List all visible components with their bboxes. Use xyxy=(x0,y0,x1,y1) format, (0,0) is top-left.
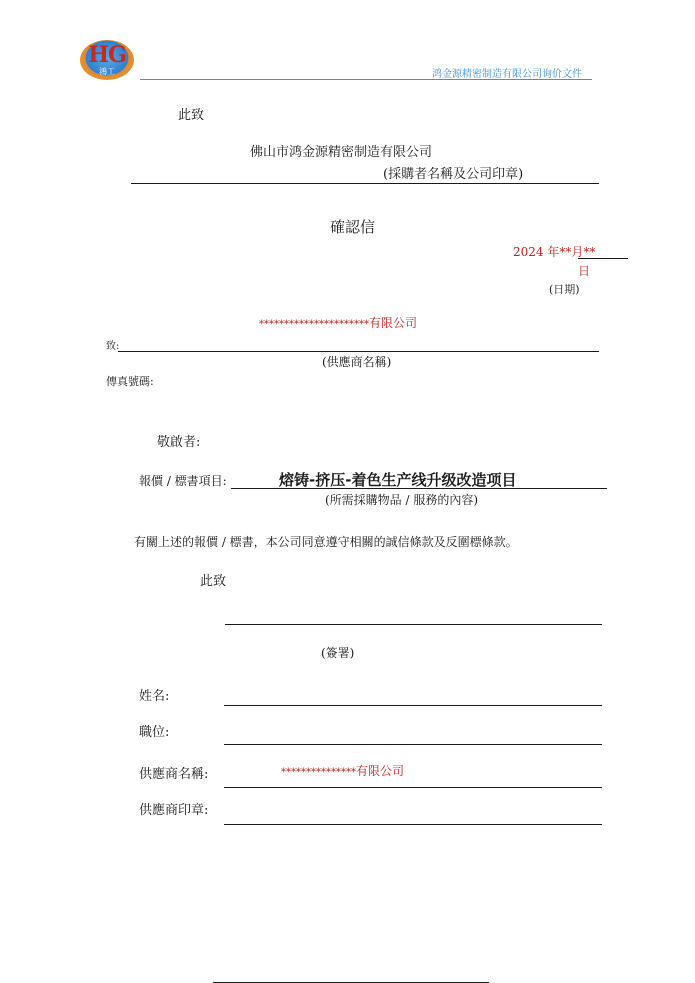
position-field-line[interactable] xyxy=(224,744,602,745)
supplier-name-value xyxy=(281,760,404,779)
supplier-name-stars: *************** xyxy=(281,767,356,778)
supplier-name-line[interactable] xyxy=(224,787,602,788)
name-field-line[interactable] xyxy=(224,705,602,706)
to-caption: (供應商名稱) xyxy=(322,355,392,369)
position-label: 職位: xyxy=(139,725,170,740)
project-label: 報價 / 標書項目: xyxy=(139,474,227,488)
greeting: 敬啟者: xyxy=(157,435,201,450)
purchaser-caption: (採購者名稱及公司印章) xyxy=(383,167,524,182)
supplier-company-suffix: 有限公司 xyxy=(369,316,418,330)
salutation-bottom: 此致 xyxy=(200,574,227,589)
letter-title: 確認信 xyxy=(330,218,376,236)
supplier-company-stars: ********************** xyxy=(259,319,369,330)
fax-label: 傳真號碼: xyxy=(106,375,154,388)
logo-text: HG xyxy=(88,42,126,68)
company-logo xyxy=(80,40,134,80)
logo-subtext: 鴻工 xyxy=(99,67,115,76)
header-doc-title: 鸿金源精密制造有限公司询价文件 xyxy=(432,69,582,80)
project-line xyxy=(231,488,607,489)
body-text: 有關上述的報價 / 標書，本公司同意遵守相關的誠信條款及反圍標條款。 xyxy=(134,535,518,549)
date-line xyxy=(578,258,628,259)
supplier-name-suffix: 有限公司 xyxy=(356,764,405,778)
signature-line xyxy=(225,624,602,625)
date-value: 2024 年**月** xyxy=(513,245,596,259)
to-label: 致: xyxy=(106,341,120,352)
date-day: 日 xyxy=(578,264,591,278)
name-label: 姓名: xyxy=(139,689,170,704)
project-name: 熔铸-挤压-着色生产线升级改造项目 xyxy=(279,471,517,489)
signature-caption: (簽署) xyxy=(321,646,355,660)
project-caption: (所需採購物品 / 服務的內容) xyxy=(325,493,479,507)
purchaser-name: 佛山市鸿金源精密制造有限公司 xyxy=(250,145,433,160)
to-line xyxy=(118,351,599,352)
salutation-top: 此致 xyxy=(178,108,205,123)
supplier-company xyxy=(259,312,417,331)
purchaser-line xyxy=(131,183,599,184)
supplier-seal-label: 供應商印章: xyxy=(139,803,209,818)
supplier-seal-line[interactable] xyxy=(224,824,602,825)
supplier-name-label: 供應商名稱: xyxy=(139,767,209,782)
date-caption: (日期) xyxy=(549,283,580,296)
